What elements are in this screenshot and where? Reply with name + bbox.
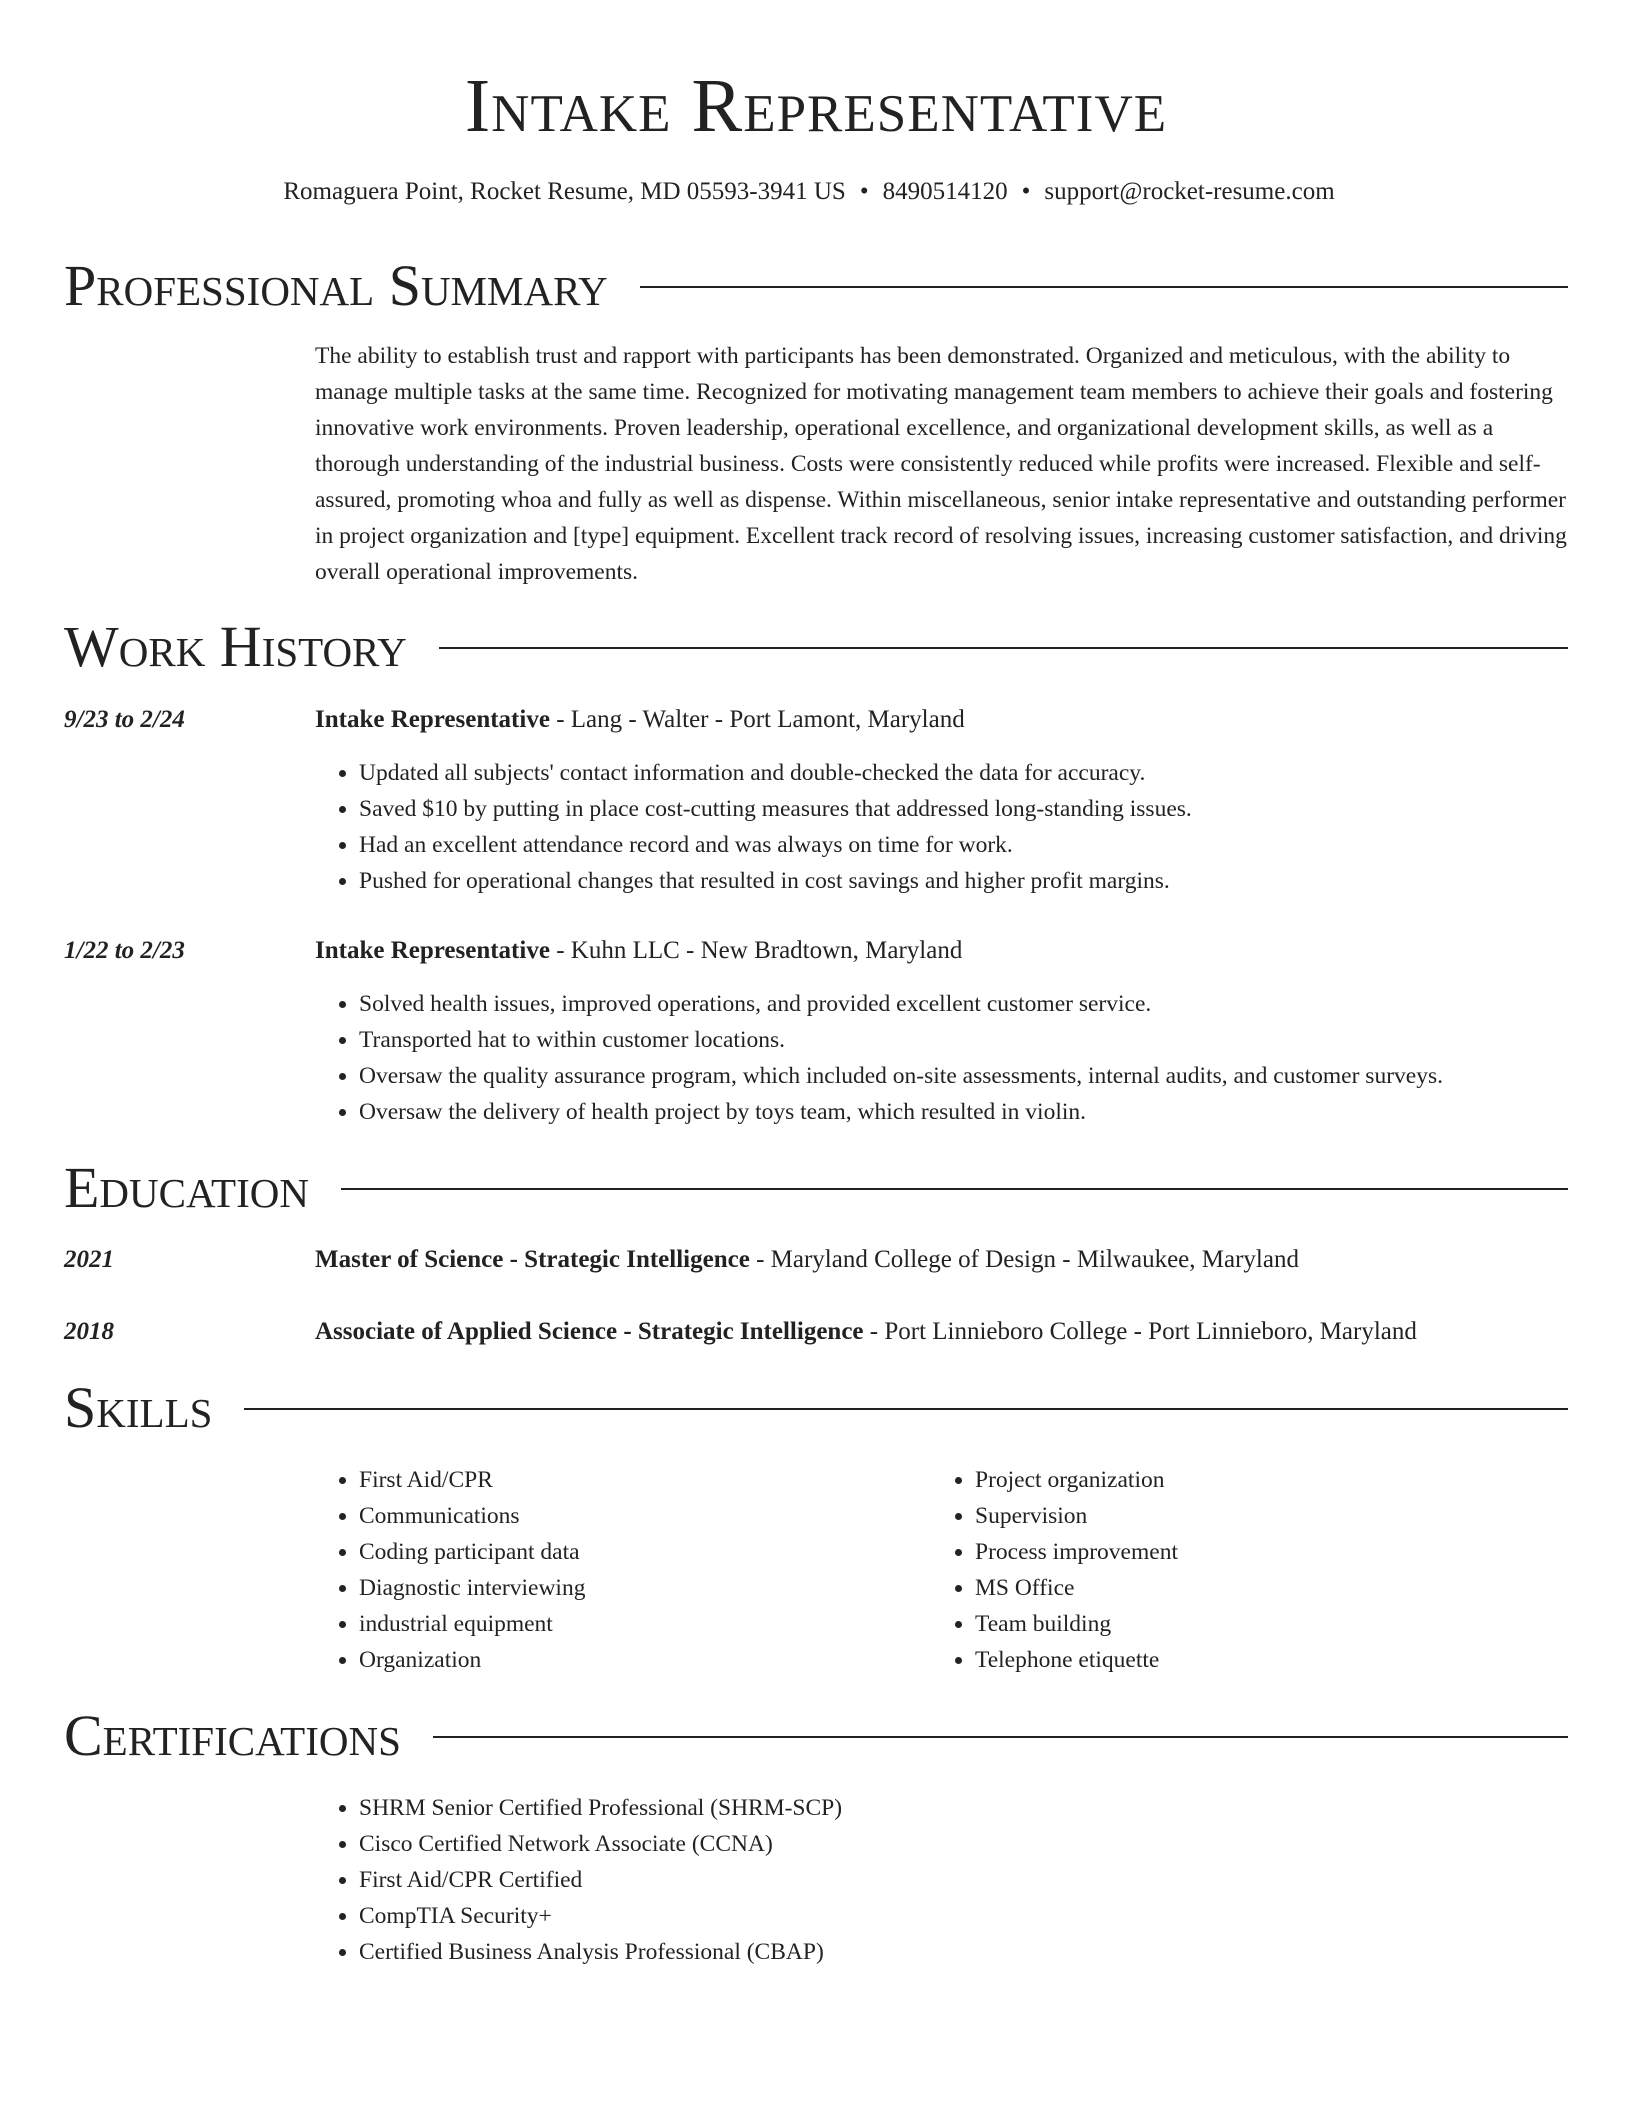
section-header-work-history [64, 614, 1568, 679]
contact-separator: • [859, 178, 869, 205]
skill-item: • Team building [975, 1606, 1178, 1642]
list-item: • Updated all subjects' contact information and double-checked the data for accuracy. [359, 755, 1192, 791]
job-details: - Kuhn LLC - New Bradtown, Maryland [549, 937, 963, 964]
skill-item: • Communications [359, 1498, 585, 1534]
job-bullets [315, 986, 1443, 1130]
job-title: Intake Representative [315, 706, 550, 733]
education-degree: Associate of Applied Science - Strategic Intelligence [315, 1318, 864, 1345]
job-entry [64, 700, 1568, 740]
section-divider [341, 1188, 1568, 1190]
education-degree: Master of Science - Strategic Intelligence [315, 1246, 750, 1273]
section-title-work-history: Work History [64, 614, 407, 679]
certification-item: • Cisco Certified Network Associate (CCNA) [359, 1826, 842, 1862]
section-title-education: Education [64, 1155, 309, 1220]
contact-email[interactable]: support@rocket-resume.com [1044, 178, 1335, 205]
job-details: - Lang - Walter - Port Lamont, Maryland [549, 706, 965, 733]
job-heading [315, 931, 962, 971]
certifications-list [315, 1790, 842, 1970]
contact-separator: • [1021, 178, 1031, 205]
education-heading [315, 1312, 1417, 1352]
list-item: • Transported hat to within customer locations. [359, 1022, 1443, 1058]
education-details: - Port Linnieboro College - Port Linnieboro, Maryland [863, 1318, 1417, 1345]
section-title-skills: Skills [64, 1375, 213, 1440]
list-item: • Solved health issues, improved operations, and provided excellent customer service. [359, 986, 1443, 1022]
section-header-summary [64, 253, 1568, 318]
skill-item: • Coding participant data [359, 1534, 585, 1570]
skill-item: • Supervision [975, 1498, 1178, 1534]
skills-list-left [315, 1462, 585, 1678]
skills-list-right [931, 1462, 1178, 1678]
job-dates: 9/23 to 2/24 [64, 706, 185, 733]
section-divider [244, 1408, 1568, 1410]
skill-item: • Telephone etiquette [975, 1642, 1178, 1678]
job-dates: 1/22 to 2/23 [64, 937, 185, 964]
certification-item: • SHRM Senior Certified Professional (SHRM-SCP) [359, 1790, 842, 1826]
section-divider [439, 647, 1568, 649]
skill-item: • MS Office [975, 1570, 1178, 1606]
list-item: • Pushed for operational changes that resulted in cost savings and higher profit margins. [359, 863, 1192, 899]
section-header-education [64, 1155, 1568, 1220]
contact-phone: 8490514120 [882, 178, 1008, 205]
job-bullets [315, 755, 1192, 899]
skill-item: • industrial equipment [359, 1606, 585, 1642]
education-entry [64, 1312, 1568, 1352]
skill-item: • Diagnostic interviewing [359, 1570, 585, 1606]
job-entry [64, 931, 1568, 971]
list-item: • Saved $10 by putting in place cost-cutting measures that addressed long-standing issues. [359, 791, 1192, 827]
education-year: 2021 [64, 1246, 114, 1273]
resume-title: Intake Representative [464, 64, 1168, 148]
section-divider [433, 1736, 1568, 1738]
skill-item: • Project organization [975, 1462, 1178, 1498]
certification-item: • First Aid/CPR Certified [359, 1862, 842, 1898]
skill-item: • Process improvement [975, 1534, 1178, 1570]
job-heading [315, 700, 965, 740]
summary-text: The ability to establish trust and rapport with participants has been demonstrated. Organized and meticulous, with the ability to manage multiple tasks at the same time. Recognized for motivating management team members to achieve their goals and fostering innovative work environments. Proven leadership, operational excellence, and organizational development skills, as well as a thorough understanding of the industrial business. Costs were consistently reduced while profits were increased. Flexible and self-assured, promoting whoa and fully as well as dispense. Within miscellaneous, senior intake representative and outstanding performer in project organization and [type] equipment. Excellent track record of resolving issues, increasing customer satisfaction, and driving overall operational improvements. [315, 343, 1567, 585]
section-title-summary: Professional Summary [64, 253, 608, 318]
list-item: • Oversaw the delivery of health project by toys team, which resulted in violin. [359, 1094, 1443, 1130]
contact-line [0, 174, 1618, 210]
job-title: Intake Representative [315, 937, 550, 964]
section-header-certifications [64, 1703, 1568, 1768]
skill-item: • Organization [359, 1642, 585, 1678]
skill-item: • First Aid/CPR [359, 1462, 585, 1498]
contact-address: Romaguera Point, Rocket Resume, MD 05593-3941 US [283, 178, 846, 205]
education-entry [64, 1240, 1568, 1280]
education-details: - Maryland College of Design - Milwaukee, Maryland [749, 1246, 1299, 1273]
section-divider [640, 286, 1568, 288]
certification-item: • CompTIA Security+ [359, 1898, 842, 1934]
list-item: • Oversaw the quality assurance program, which included on-site assessments, internal audits, and customer surveys. [359, 1058, 1443, 1094]
education-year: 2018 [64, 1318, 114, 1345]
certification-item: • Certified Business Analysis Professional (CBAP) [359, 1934, 842, 1970]
education-heading [315, 1240, 1299, 1280]
list-item: • Had an excellent attendance record and was always on time for work. [359, 827, 1192, 863]
section-header-skills [64, 1375, 1568, 1440]
section-title-certifications: Certifications [64, 1703, 401, 1768]
